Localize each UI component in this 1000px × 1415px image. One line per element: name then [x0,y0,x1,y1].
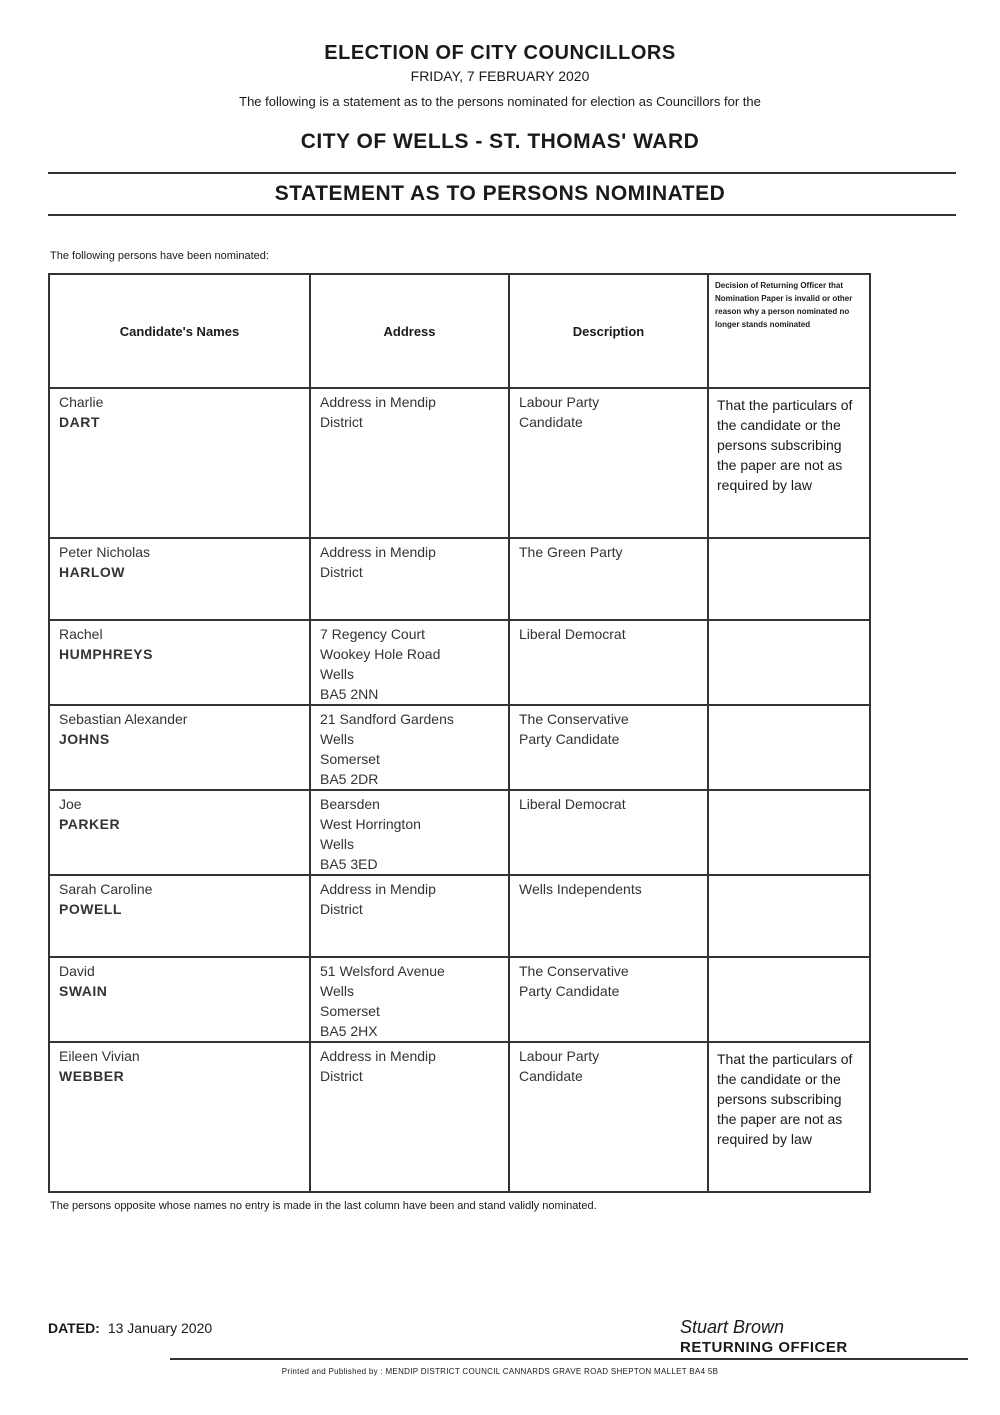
cell-candidate-name [49,1042,310,1192]
candidate-surname: WEBBER [59,1068,125,1084]
address-line: Address in Mendip [320,881,436,897]
decision-text: That the particulars of the candidate or the persons subscribing the paper are not as required by law [717,397,853,493]
statement-title: STATEMENT AS TO PERSONS NOMINATED [274,182,726,205]
cell-description [509,957,708,1042]
description-line: The Conservative [519,711,629,727]
divider [48,172,956,174]
cell-decision [708,957,870,1042]
signature: Stuart Brown [680,1317,785,1337]
address-line: Bearsden [320,796,380,812]
candidate-forenames: Charlie [59,394,104,410]
decision-text [709,621,869,627]
address-line: Wells [320,983,354,999]
table-row [49,538,870,620]
header-description: Description [509,274,708,388]
description-line: Labour Party [519,1048,600,1064]
cell-decision [708,1042,870,1192]
candidate-forenames: Joe [59,796,82,812]
table-row [49,620,870,705]
address-line: West Horrington [320,816,421,832]
nominated-note: The following persons have been nominated: [50,250,269,262]
cell-candidate-name [49,790,310,875]
address-line: District [320,1068,363,1084]
candidate-forenames: Peter Nicholas [59,544,151,560]
address-line: BA5 2NN [320,686,379,702]
address-line: 7 Regency Court [320,626,426,642]
table-row [49,1042,870,1192]
candidate-surname: HARLOW [59,564,125,580]
address-line: District [320,414,363,430]
description-line: Party Candidate [519,731,620,747]
ward-title: CITY OF WELLS - ST. THOMAS' WARD [300,130,700,153]
cell-address [310,790,509,875]
intro-text: The following is a statement as to the persons nominated for election as Councillors for the [239,94,761,109]
address-line: Wells [320,836,354,852]
candidate-surname: PARKER [59,816,121,832]
cell-decision [708,705,870,790]
description-line: The Conservative [519,963,629,979]
cell-decision [708,875,870,957]
cell-description [509,1042,708,1192]
cell-address [310,1042,509,1192]
decision-text: That the particulars of the candidate or the persons subscribing the paper are not as required by law [717,1051,853,1147]
cell-address [310,875,509,957]
table-row [49,790,870,875]
cell-decision [708,620,870,705]
header-names: Candidate's Names [49,274,310,388]
printer-imprint: Printed and Published by : MENDIP DISTRICT COUNCIL CANNARDS GRAVE ROAD SHEPTON MALLET BA4 5B [281,1367,719,1376]
table-header-row [49,274,870,388]
address-line: Somerset [320,1003,380,1019]
candidate-forenames: Sarah Caroline [59,881,153,897]
cell-decision [708,538,870,620]
table-row [49,705,870,790]
divider [48,214,956,216]
cell-candidate-name [49,957,310,1042]
candidate-forenames: Eileen Vivian [59,1048,140,1064]
cell-description [509,790,708,875]
candidate-surname: SWAIN [59,983,108,999]
cell-description [509,875,708,957]
address-line: Wells [320,731,354,747]
description-line: The Green Party [519,544,623,560]
address-line: BA5 3ED [320,856,378,872]
address-line: BA5 2HX [320,1023,378,1039]
dated-line [48,1320,212,1336]
dated-value: 13 January 2020 [107,1320,213,1336]
cell-address [310,388,509,538]
cell-description [509,538,708,620]
cell-candidate-name [49,388,310,538]
table-row [49,388,870,538]
header-decision: Decision of Returning Officer that Nomination Paper is invalid or other reason why a person nominated no longer stands nominated [708,274,870,388]
description-line: Candidate [519,1068,583,1084]
candidate-forenames: Sebastian Alexander [59,711,188,727]
cell-address [310,538,509,620]
candidate-forenames: Rachel [59,626,103,642]
cell-address [310,957,509,1042]
decision-text [709,958,869,964]
address-line: Somerset [320,751,380,767]
description-line: Candidate [519,414,583,430]
address-line: Address in Mendip [320,394,436,410]
cell-address [310,620,509,705]
cell-candidate-name [49,875,310,957]
election-date: FRIDAY, 7 FEBRUARY 2020 [410,68,590,84]
address-line: 51 Welsford Avenue [320,963,445,979]
candidate-surname: JOHNS [59,731,110,747]
decision-text [709,876,869,882]
cell-candidate-name [49,705,310,790]
officer-title: RETURNING OFFICER [680,1339,848,1356]
table-row [49,875,870,957]
header-address: Address [310,274,509,388]
document-title: ELECTION OF CITY COUNCILLORS [324,42,676,64]
divider [170,1358,968,1360]
cell-address [310,705,509,790]
decision-text [709,539,869,545]
cell-description [509,388,708,538]
candidate-surname: POWELL [59,901,122,917]
cell-decision [708,388,870,538]
candidate-surname: DART [59,414,100,430]
candidate-forenames: David [59,963,95,979]
description-line: Wells Independents [519,881,642,897]
address-line: Wells [320,666,354,682]
address-line: District [320,564,363,580]
decision-text [709,791,869,797]
validity-note: The persons opposite whose names no entry is made in the last column have been and stand validly nominated. [50,1200,597,1212]
description-line: Labour Party [519,394,600,410]
address-line: District [320,901,363,917]
address-line: 21 Sandford Gardens [320,711,454,727]
cell-description [509,705,708,790]
cell-decision [708,790,870,875]
nominations-table [48,273,871,1193]
address-line: Address in Mendip [320,544,436,560]
address-line: Address in Mendip [320,1048,436,1064]
description-line: Party Candidate [519,983,620,999]
description-line: Liberal Democrat [519,796,626,812]
address-line: BA5 2DR [320,771,379,787]
table-row [49,957,870,1042]
dated-label: DATED: [48,1320,100,1336]
candidate-surname: HUMPHREYS [59,646,153,662]
address-line: Wookey Hole Road [320,646,441,662]
cell-candidate-name [49,538,310,620]
cell-candidate-name [49,620,310,705]
description-line: Liberal Democrat [519,626,626,642]
cell-description [509,620,708,705]
decision-text [709,706,869,712]
